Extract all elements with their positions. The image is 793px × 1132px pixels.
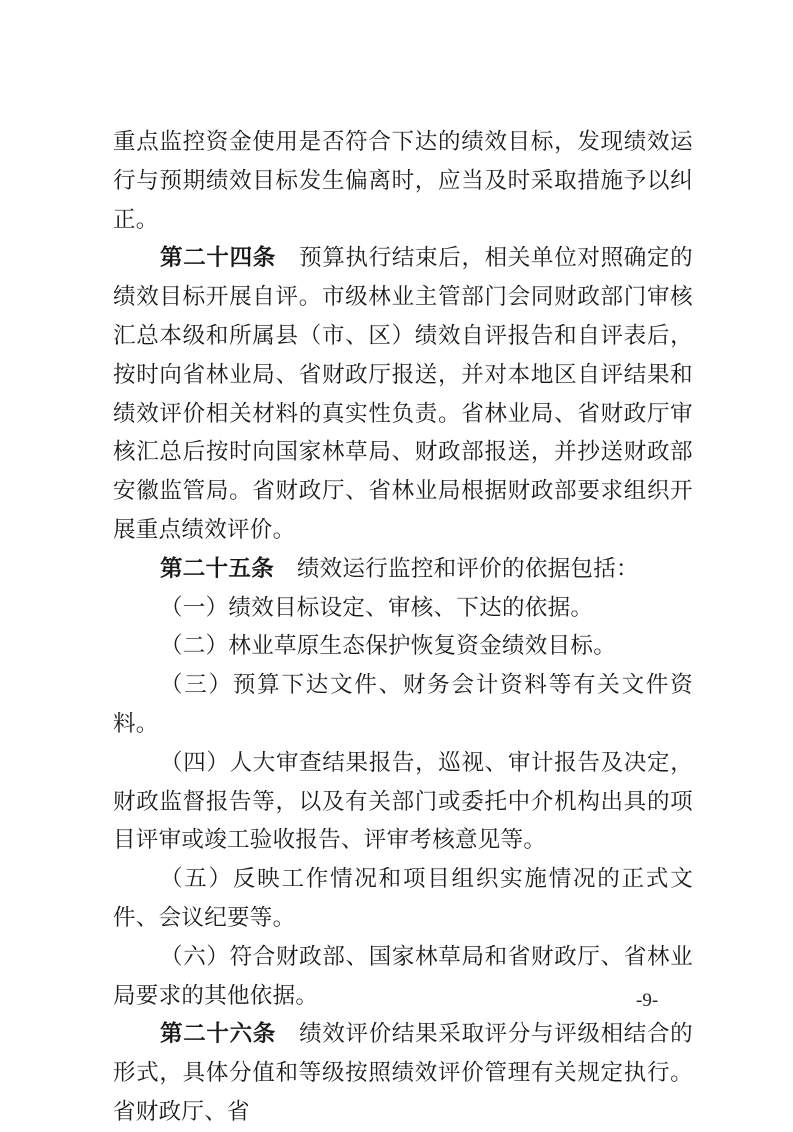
article-24	[113, 239, 693, 549]
paragraph-text: （三）预算下达文件、财务会计资料等有关文件资料。	[113, 672, 693, 737]
list-item-5	[113, 860, 693, 938]
paragraph-text: 重点监控资金使用是否符合下达的绩效目标，发现绩效运行与预期绩效目标发生偏离时，应当及时采取措施予以纠正。	[113, 129, 693, 233]
list-item-6	[113, 938, 693, 1016]
paragraph-continuation	[113, 123, 693, 239]
paragraph-text: 绩效运行监控和评价的依据包括：	[296, 555, 639, 582]
paragraph-text: （四）人大审查结果报告，巡视、审计报告及决定，财政监督报告等，以及有关部门或委托中介机构出具的项目评审或竣工验收报告、评审考核意见等。	[113, 749, 693, 854]
body-text	[113, 123, 693, 1132]
article-title: 第二十六条	[160, 1021, 276, 1048]
article-title: 第二十五条	[160, 555, 275, 582]
article-title: 第二十四条	[160, 245, 276, 272]
paragraph-text: 预算执行结束后，相关单位对照确定的绩效目标开展自评。市级林业主管部门会同财政部门审核汇总本级和所属县（市、区）绩效自评报告和自评表后，按时向省林业局、省财政厅报送，并对本地区自评结果和绩效评价相关材料的真实性负责。省林业局、省财政厅审核汇总后按时向国家林草局、财政部报送，并抄送财政部安徽监管局。省财政厅、省林业局根据财政部要求组织开展重点绩效评价。	[113, 245, 693, 543]
article-26	[113, 1015, 693, 1131]
article-25	[113, 550, 693, 589]
list-item-4	[113, 744, 693, 860]
list-item-2	[113, 627, 693, 666]
paragraph-text: （二）林业草原生态保护恢复资金绩效目标。	[160, 633, 617, 660]
paragraph-text: （一）绩效目标设定、审核、下达的依据。	[160, 594, 594, 621]
paragraph-text: 绩效评价结果采取评分与评级相结合的形式，具体分值和等级按照绩效评价管理有关规定执行。省财政厅、省	[113, 1021, 693, 1125]
page-number: -9-	[636, 990, 659, 1011]
list-item-1	[113, 589, 693, 628]
list-item-3	[113, 666, 693, 744]
paragraph-text: （五）反映工作情况和项目组织实施情况的正式文件、会议纪要等。	[113, 866, 693, 931]
paragraph-text: （六）符合财政部、国家林草局和省财政厅、省林业局要求的其他依据。	[113, 943, 693, 1009]
